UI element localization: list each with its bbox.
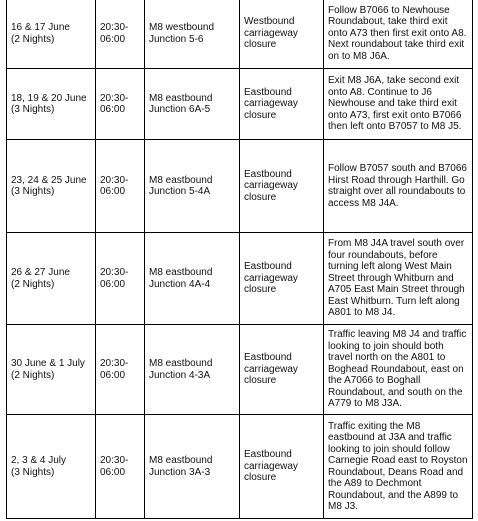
closure-word-text: closure — [244, 109, 277, 121]
time-end-text: 06:00 — [100, 466, 126, 478]
table-row — [7, 415, 473, 519]
location-road-text: M8 eastbound — [149, 267, 213, 278]
time-start-text: 20:30- — [100, 22, 129, 33]
time-start-text: 20:30- — [100, 174, 129, 186]
diversion-cell — [324, 140, 473, 233]
table-row — [7, 0, 473, 69]
date-cell — [7, 69, 96, 140]
location-cell — [145, 0, 240, 69]
location-junction-text: Junction 6A-5 — [149, 104, 211, 115]
diversion-cell — [324, 325, 473, 415]
time-end-text: 06:00 — [100, 278, 126, 290]
location-junction-text: Junction 5-6 — [149, 33, 204, 45]
closure-type-text: carriageway — [244, 27, 298, 39]
time-start-text: 20:30- — [100, 455, 129, 466]
nights-text: (3 Nights) — [11, 104, 55, 115]
direction-text: Eastbound — [244, 449, 292, 461]
location-cell — [145, 233, 240, 325]
location-road-text: M8 eastbound — [149, 358, 213, 369]
diversion-cell — [324, 69, 473, 140]
location-junction-text: Junction 3A-3 — [149, 466, 211, 478]
location-cell — [145, 415, 240, 519]
diversion-text: Follow B7066 to Newhouse Roundabout, take third exit onto A73 then first exit onto A8. Next roundabout take third exit on to M8 J6A. — [328, 4, 467, 62]
location-cell — [145, 69, 240, 140]
closure-type-cell — [240, 69, 324, 140]
date-cell — [7, 0, 96, 69]
time-cell — [96, 69, 145, 140]
location-road-text: M8 eastbound — [149, 174, 213, 186]
table-row — [7, 325, 473, 415]
date-text: 23, 24 & 25 June — [11, 174, 87, 186]
time-start-text: 20:30- — [100, 358, 129, 369]
closure-type-cell — [240, 233, 324, 325]
diversion-cell — [324, 415, 473, 519]
diversion-text: Follow B7057 south and B7066 Hirst Road through Harthill. Go straight over all roundabouts to access M8 J4A. — [328, 163, 467, 209]
direction-text: Eastbound — [244, 168, 292, 180]
date-text: 18, 19 & 20 June — [11, 92, 87, 104]
diversion-text: Traffic leaving M8 J4 and traffic looking to join should both travel north on the A801 to Boghead Roundabout, east on the A7066 to Boghall Roundabout, and south on the A779 to M8 J3A. — [328, 329, 467, 410]
location-road-text: M8 eastbound — [149, 92, 213, 104]
time-start-text: 20:30- — [100, 92, 129, 104]
road-closure-table — [6, 0, 473, 519]
time-start-text: 20:30- — [100, 267, 129, 278]
date-text: 16 & 17 June — [11, 22, 70, 33]
closure-type-text: carriageway — [244, 180, 298, 192]
date-text: 2, 3 & 4 July — [11, 455, 67, 466]
closure-type-text: carriageway — [244, 98, 298, 110]
table-row — [7, 69, 473, 140]
direction-text: Eastbound — [244, 352, 292, 364]
location-junction-text: Junction 5-4A — [149, 186, 211, 197]
closure-word-text: closure — [244, 191, 277, 203]
time-end-text: 06:00 — [100, 186, 126, 197]
diversion-text: Exit M8 J6A, take second exit onto A8. Continue to J6 Newhouse and take third exit onto A73, first exit onto B7066 then left onto B7057 to M8 J5. — [328, 75, 462, 133]
time-cell — [96, 415, 145, 519]
closure-word-text: closure — [244, 284, 277, 296]
diversion-text: From M8 J4A travel south over four roundabouts, before turning left along West Main Street through Whitburn and A705 East Main Street through East Whitburn. Turn left along A801 to M8 J4. — [328, 238, 465, 319]
time-end-text: 06:00 — [100, 33, 126, 45]
diversion-cell — [324, 0, 473, 69]
direction-text: Eastbound — [244, 261, 292, 273]
time-cell — [96, 233, 145, 325]
time-cell — [96, 325, 145, 415]
closure-word-text: closure — [244, 375, 277, 387]
location-cell — [145, 325, 240, 415]
closure-word-text: closure — [244, 472, 277, 484]
closure-type-cell — [240, 140, 324, 233]
closure-type-cell — [240, 0, 324, 69]
direction-text: Westbound — [244, 16, 295, 28]
location-road-text: M8 westbound — [149, 22, 215, 33]
closure-type-cell — [240, 325, 324, 415]
location-junction-text: Junction 4-3A — [149, 369, 211, 381]
location-cell — [145, 140, 240, 233]
date-cell — [7, 415, 96, 519]
table-row — [7, 233, 473, 325]
date-text: 30 June & 1 July — [11, 358, 85, 369]
direction-text: Eastbound — [244, 86, 292, 98]
location-junction-text: Junction 4A-4 — [149, 278, 211, 290]
time-cell — [96, 0, 145, 69]
nights-text: (3 Nights) — [11, 466, 55, 478]
closure-type-cell — [240, 415, 324, 519]
closure-word-text: closure — [244, 39, 277, 51]
closure-table-body — [7, 0, 473, 519]
date-text: 26 & 27 June — [11, 267, 70, 278]
time-end-text: 06:00 — [100, 104, 126, 115]
date-cell — [7, 233, 96, 325]
closure-type-text: carriageway — [244, 272, 298, 284]
nights-text: (2 Nights) — [11, 33, 55, 45]
closure-type-text: carriageway — [244, 460, 298, 472]
time-cell — [96, 140, 145, 233]
diversion-cell — [324, 233, 473, 325]
diversion-text: Traffic exiting the M8 eastbound at J3A and traffic looking to join should follow Carnegie Road east to Royston Roundabout, Deans Road and the A89 to Dechmont Roundabout, and the A899 to M8 J3. — [328, 420, 468, 512]
closure-type-text: carriageway — [244, 363, 298, 375]
nights-text: (2 Nights) — [11, 369, 55, 381]
nights-text: (2 Nights) — [11, 278, 55, 290]
location-road-text: M8 eastbound — [149, 455, 213, 466]
table-row — [7, 140, 473, 233]
date-cell — [7, 325, 96, 415]
date-cell — [7, 140, 96, 233]
nights-text: (3 Nights) — [11, 186, 55, 197]
time-end-text: 06:00 — [100, 369, 126, 381]
